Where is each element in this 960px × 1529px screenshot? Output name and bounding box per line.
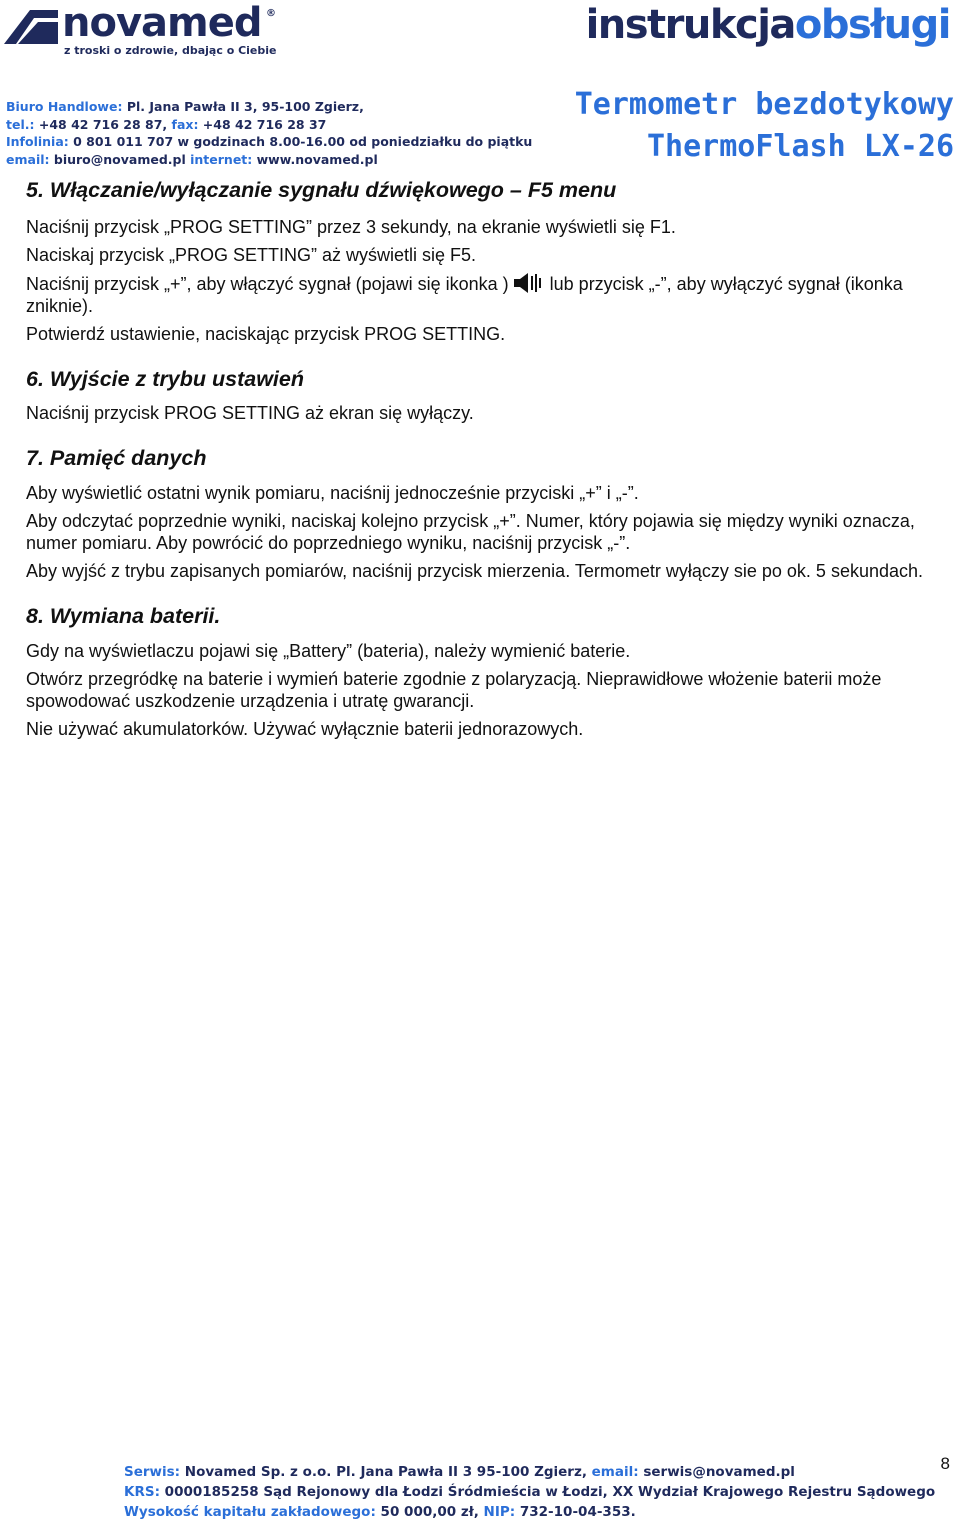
footer-value: 0000185258 Sąd Rejonowy dla Łodzi Śródmieścia w Łodzi, XX Wydział Krajowego Rejestru Sądowego [159, 1484, 936, 1500]
section-7-p2: Aby odczytać poprzednie wyniki, naciskaj kolejno przycisk „+”. Numer, który pojawia się między wyniki oznacza, numer pomiaru. Aby powrócić do poprzedniego wyniku, naciśnij przycisk „-”. [26, 511, 915, 553]
section-6-heading: 6. Wyjście z trybu ustawień [26, 367, 304, 391]
section-5-p1: Naciśnij przycisk „PROG SETTING” przez 3 sekundy, na ekranie wyświetli się F1. [26, 217, 676, 237]
contact-value: +48 42 716 28 37 [198, 116, 327, 132]
footer-label: Wysokość kapitału zakładowego: [124, 1504, 376, 1520]
contact-label: tel.: [6, 116, 35, 132]
contact-label: fax: [167, 116, 199, 132]
contact-value: +48 42 716 28 87, [34, 116, 168, 132]
footer-value: Novamed Sp. z o.o. Pl. Jana Pawła II 3 95-100 Zgierz, [180, 1464, 587, 1480]
contact-line-hotline [6, 133, 532, 151]
section-5-p4: Potwierdź ustawienie, naciskając przycisk PROG SETTING. [26, 324, 506, 344]
contact-value: 0 801 011 707 w godzinach 8.00-16.00 od poniedziałku do piątku [68, 134, 533, 149]
contact-block [6, 98, 532, 168]
product-title [575, 84, 954, 168]
footer-value: 50 000,00 zł, [375, 1504, 479, 1520]
footer-label: NIP: [478, 1504, 516, 1520]
brand-title [586, 2, 950, 48]
contact-value: biuro@novamed.pl [49, 151, 186, 167]
footer [124, 1462, 935, 1522]
novamed-logo [4, 0, 304, 60]
brand-part2: obsługi [794, 2, 950, 48]
section-5-p2: Naciskaj przycisk „PROG SETTING” aż wyświetli się F5. [26, 245, 477, 265]
footer-value: 732-10-04-353. [515, 1504, 636, 1520]
page-number: 8 [940, 1454, 950, 1473]
brand-part1: instrukcja [585, 2, 795, 48]
footer-line-capital [124, 1502, 935, 1522]
section-8-p1: Gdy na wyświetlaczu pojawi się „Battery” (bateria), należy wymienić baterie. [26, 641, 631, 661]
contact-label: email: [6, 151, 50, 167]
section-5-p3-start: Naciśnij przycisk „+”, aby włączyć sygnał (pojawi się ikonka ) [26, 274, 509, 294]
footer-label: KRS: [124, 1484, 160, 1500]
product-title-line1: Termometr bezdotykowy [574, 87, 954, 122]
section-6-p1: Naciśnij przycisk PROG SETTING aż ekran się wyłączy. [26, 403, 474, 423]
contact-label: internet: [185, 151, 253, 167]
footer-line-service [124, 1462, 935, 1482]
footer-value: serwis@novamed.pl [638, 1464, 795, 1480]
section-5-p3 [26, 272, 956, 317]
logo-tagline: z troski o zdrowie, dbając o Ciebie [64, 44, 277, 57]
section-8-p3: Nie używać akumulatorków. Używać wyłącznie baterii jednorazowych. [26, 719, 584, 739]
contact-line-office [6, 98, 532, 116]
contact-value: Pl. Jana Pawła II 3, 95-100 Zgierz, [122, 99, 364, 114]
product-title-line2: ThermoFlash LX-26 [646, 129, 954, 164]
footer-label: email: [586, 1464, 639, 1480]
speaker-icon [513, 272, 541, 294]
contact-line-phone [6, 116, 532, 134]
section-5-heading: 5. Włączanie/wyłączanie sygnału dźwiękowego – F5 menu [26, 178, 617, 202]
footer-line-krs [124, 1482, 935, 1502]
contact-value: www.novamed.pl [252, 151, 378, 167]
manual-body [26, 176, 956, 740]
section-7-p1: Aby wyświetlić ostatni wynik pomiaru, naciśnij jednocześnie przyciski „+” i „-”. [26, 483, 639, 503]
section-8-p2: Otwórz przegródkę na baterie i wymień baterie zgodnie z polaryzacją. Nieprawidłowe włożenie baterii może spowodować uszkodzenie urządzenia i utratę gwarancji. [26, 669, 882, 711]
contact-label: Infolinia: [6, 134, 69, 149]
novamed-logo-mark [4, 8, 58, 44]
section-7-heading: 7. Pamięć danych [26, 446, 207, 470]
logo-word: novamed [62, 0, 262, 46]
section-5-p3-end: lub przycisk „-”, aby wyłączyć sygnał (ikonka zniknie). [26, 274, 903, 316]
logo-registered: ® [266, 8, 276, 19]
section-8-heading: 8. Wymiana baterii. [26, 604, 221, 628]
contact-label: Biuro Handlowe: [6, 99, 123, 114]
section-7-p3: Aby wyjść z trybu zapisanych pomiarów, naciśnij przycisk mierzenia. Termometr wyłączy sie po ok. 5 sekundach. [26, 561, 924, 581]
footer-label: Serwis: [124, 1464, 181, 1480]
contact-line-email [6, 151, 532, 169]
